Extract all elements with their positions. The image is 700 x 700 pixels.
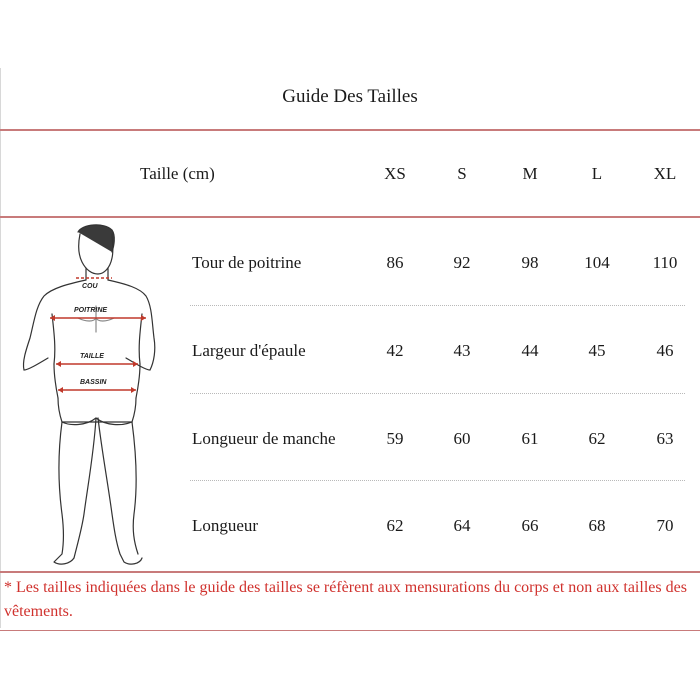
table-cell: 42 xyxy=(386,341,404,360)
table-cell: 59 xyxy=(386,429,404,448)
table-cell: 70 xyxy=(656,516,674,535)
table-cell: 104 xyxy=(584,253,610,272)
disclaimer-note: * Les tailles indiquées dans le guide des tailles se réfèrent aux mensurations du corps et non aux tailles des vêtements. xyxy=(4,579,687,620)
size-xs: XS xyxy=(384,164,406,183)
table-cell: 61 xyxy=(521,429,539,448)
table-cell: 62 xyxy=(386,516,404,535)
body-measurement-figure xyxy=(8,222,158,572)
size-s: S xyxy=(457,164,467,183)
row-label-longueur-de-manche: Longueur de manche xyxy=(192,429,336,448)
table-cell: 44 xyxy=(521,341,539,360)
table-cell: 86 xyxy=(386,253,404,272)
table-cell: 68 xyxy=(588,516,606,535)
size-l: L xyxy=(591,164,603,183)
table-cell: 110 xyxy=(652,253,678,272)
table-cell: 62 xyxy=(588,429,606,448)
page-title: Guide Des Tailles xyxy=(282,86,418,107)
table-cell: 66 xyxy=(521,516,539,535)
row-divider xyxy=(190,393,685,394)
table-cell: 46 xyxy=(656,341,674,360)
header-label: Taille (cm) xyxy=(140,164,215,183)
label-bassin: BASSIN xyxy=(80,379,107,386)
table-cell: 60 xyxy=(453,429,471,448)
label-taille: TAILLE xyxy=(80,353,104,360)
left-border xyxy=(0,68,1,628)
row-divider xyxy=(190,305,685,306)
label-poitrine: POITRINE xyxy=(74,307,108,314)
label-cou: COU xyxy=(82,283,98,290)
size-m: M xyxy=(522,164,538,183)
table-cell: 92 xyxy=(453,253,471,272)
table-cell: 98 xyxy=(521,253,539,272)
table-cell: 63 xyxy=(656,429,674,448)
size-xl: XL xyxy=(653,164,677,183)
table-cell: 45 xyxy=(588,341,606,360)
row-divider xyxy=(190,480,685,481)
row-label-longueur: Longueur xyxy=(192,516,259,535)
table-cell: 64 xyxy=(453,516,471,535)
divider-header xyxy=(0,216,700,218)
divider-top xyxy=(0,129,700,131)
row-label-largeur-epaule: Largeur d'épaule xyxy=(192,341,306,360)
divider-footer xyxy=(0,630,700,631)
row-label-tour-de-poitrine: Tour de poitrine xyxy=(192,253,302,272)
table-cell: 43 xyxy=(453,341,471,360)
